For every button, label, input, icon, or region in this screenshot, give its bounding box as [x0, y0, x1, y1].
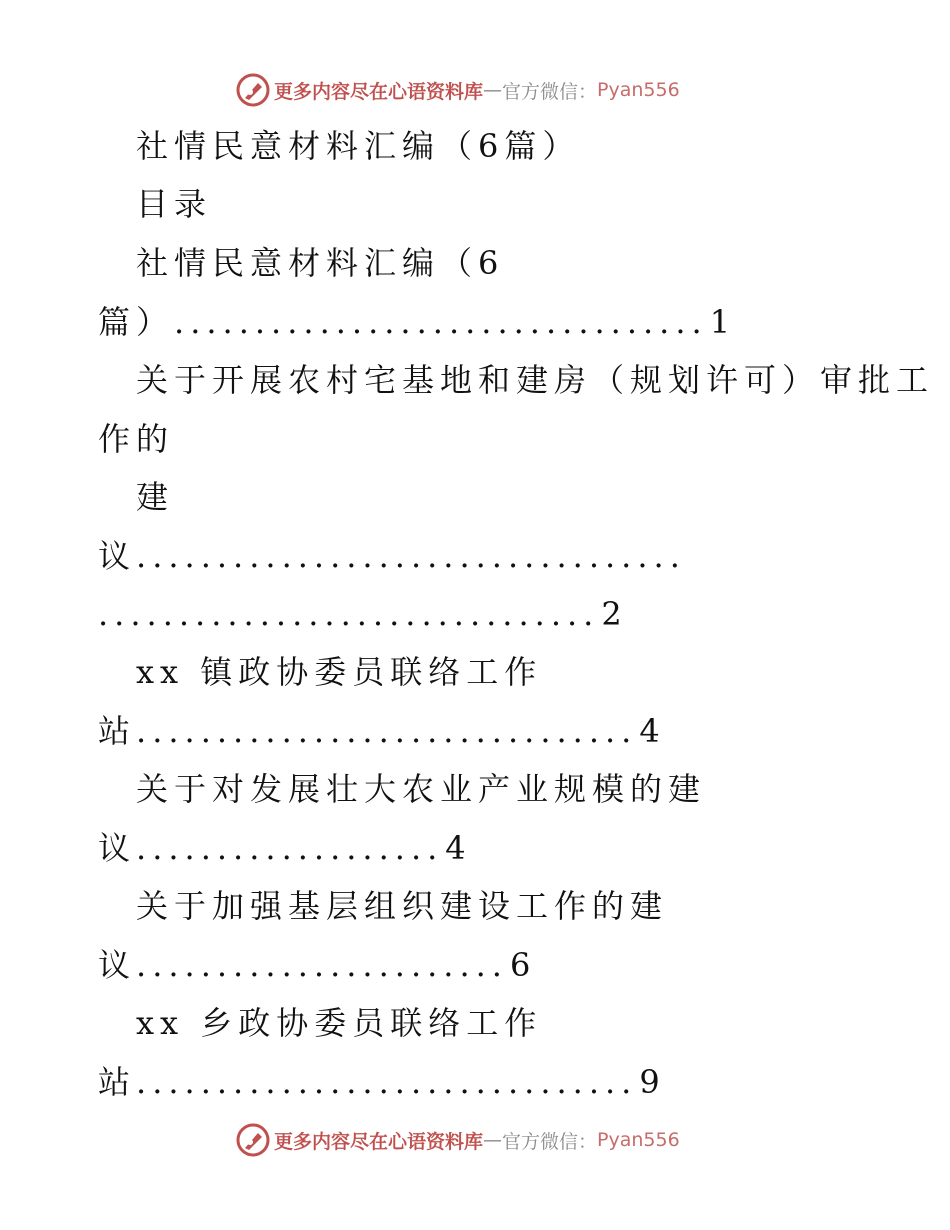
toc-entry-1-line2 — [98, 302, 736, 342]
toc-entry-2-page: 2 — [601, 595, 628, 633]
watermark-official: 官方微信： — [502, 80, 598, 103]
toc-entry-6-text: 站 — [98, 1063, 137, 1101]
toc-entry-5-line2 — [98, 945, 536, 985]
toc-entry-6-leader: ............................... — [136, 1063, 638, 1101]
toc-entry-2-line1: 关于开展农村宅基地和建房（规划许可）审批工 — [136, 361, 935, 399]
pen-logo-icon — [236, 73, 270, 107]
header-watermark — [236, 70, 680, 110]
toc-entry-4-page: 4 — [445, 829, 472, 867]
watermark-dash: — — [483, 1129, 503, 1151]
watermark-wechat-id: Pyan556 — [597, 1129, 680, 1151]
toc-entry-3-text: 站 — [98, 712, 137, 750]
toc-entry-2-text: 议 — [98, 537, 137, 575]
toc-entry-3-page: 4 — [639, 712, 666, 750]
toc-entry-4-leader: ................... — [136, 829, 444, 867]
toc-entry-2-line3: 建 — [136, 478, 175, 516]
toc-entry-3-leader: ............................... — [136, 712, 638, 750]
watermark-dash: — — [483, 79, 503, 101]
toc-entry-5-leader: ....................... — [136, 946, 508, 984]
toc-entry-6-page: 9 — [639, 1063, 666, 1101]
watermark-brand: 更多内容尽在心语资料库 — [274, 1130, 484, 1153]
toc-entry-2-line4 — [98, 536, 686, 576]
toc-entry-1-line1: 社情民意材料汇编（6 — [136, 244, 505, 282]
document-title: 社情民意材料汇编（6篇） — [136, 127, 581, 165]
toc-entry-6-line1: xx 乡政协委员联络工作 — [136, 1004, 543, 1042]
footer-watermark — [236, 1120, 680, 1160]
toc-entry-1-page: 1 — [709, 303, 737, 341]
toc-entry-6-line2 — [98, 1062, 666, 1102]
watermark-official: 官方微信： — [502, 1130, 598, 1153]
toc-entry-2-leader2: ............................... — [98, 595, 600, 633]
toc-entry-2-line2: 作的 — [98, 420, 175, 458]
toc-entry-2-line5 — [98, 594, 628, 634]
toc-entry-3-line2 — [98, 711, 666, 751]
toc-entry-5-line1: 关于加强基层组织建设工作的建 — [136, 887, 669, 925]
watermark-wechat-id: Pyan556 — [597, 79, 680, 101]
toc-entry-4-line2 — [98, 828, 472, 868]
toc-entry-5-text: 议 — [98, 946, 137, 984]
toc-entry-4-text: 议 — [98, 829, 137, 867]
toc-entry-1-text: 篇） — [98, 303, 175, 341]
toc-entry-1-leader: ................................. — [174, 303, 708, 341]
watermark-brand: 更多内容尽在心语资料库 — [274, 80, 484, 103]
toc-entry-2-leader: .................................. — [136, 537, 686, 575]
toc-entry-5-page: 6 — [509, 946, 537, 984]
pen-logo-icon — [236, 1123, 270, 1157]
toc-heading: 目录 — [136, 185, 213, 223]
toc-entry-4-line1: 关于对发展壮大农业产业规模的建 — [136, 770, 707, 808]
toc-entry-3-line1: xx 镇政协委员联络工作 — [136, 653, 543, 691]
